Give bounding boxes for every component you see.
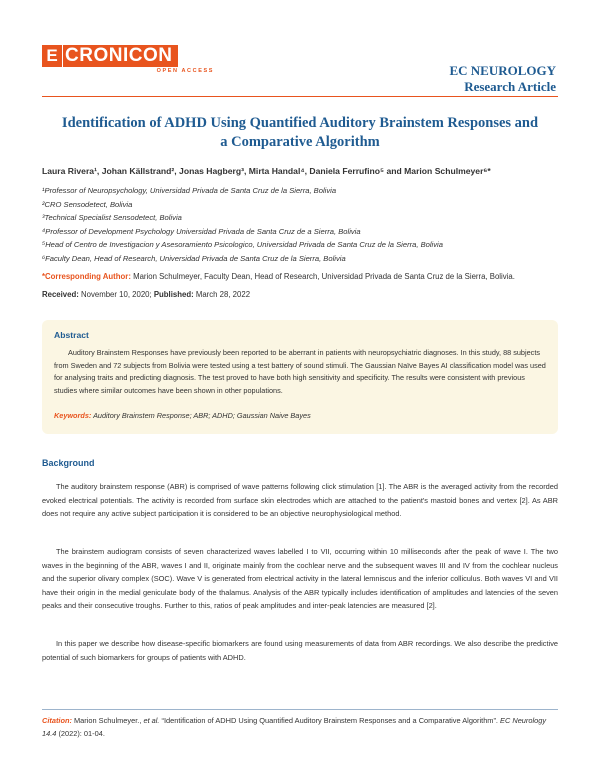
citation-rest: (2022): 01-04. [56, 729, 105, 738]
citation-etal: et al. [143, 716, 160, 725]
background-paragraph: The brainstem audiogram consists of seven characterized waves labelled I to VII, occurring within 10 milliseconds after the peak of wave I. The two waves in the beginning of the ABR, waves I and II, originate mainly from the cochlear nerve and the subsequent waves III and IV from the cochlear nucleus and the superior olivary complex (SOC). Wave V is generated from electrical activity in the lateral lemniscus and the inferior colliculus. Both waves VI and VII have their origin in the medial geniculate body of the thalamus. Analysis of the ABR typically includes identification of amplitudes and latencies of the seven peaks and their consecutive troughs. Further to this, ratios of peak amplitudes and inter-peak latencies are measured [2]. [42, 547, 558, 610]
affiliation-list [42, 184, 562, 265]
corresponding-author-label: *Corresponding Author: [42, 272, 131, 281]
published-label: Published: [153, 290, 194, 299]
affiliation-item: ⁵Head of Centro de Investigacion y Asesoramiento Psicologico, Universidad Privada de Santa Cruz de la Sierra, Bolivia [42, 240, 443, 249]
article-title: Identification of ADHD Using Quantified Auditory Brainstem Responses and a Comparative Algorithm [61, 115, 539, 150]
affiliation-item: ²CRO Sensodetect, Bolivia [42, 199, 133, 209]
corresponding-author [42, 272, 515, 281]
keywords [54, 411, 311, 420]
keywords-text: Auditory Brainstem Response; ABR; ADHD; Gaussian Naive Bayes [91, 411, 311, 420]
footer-rule [42, 709, 558, 710]
cronicon-logo[interactable] [42, 42, 214, 78]
citation-title: “Identification of ADHD Using Quantified Auditory Brainstem Responses and a Comparative Algorithm”. [159, 716, 501, 725]
abstract-text: Auditory Brainstem Responses have previously been reported to be aberrant in patients with neuropsychiatric diagnoses. In this study, 88 subjects from Sweden and 72 subjects from Bolivia were tested using a test battery of sound stimuli. The Gaussian Naïve Bayes AI classification model was used for analysing traits and predicting diagnosis. The test proved to have both high sensitivity and specificity. The results were consistent with previous studies where similar outcomes have been shown in other populations. [54, 348, 546, 395]
citation-author: Marion Schulmeyer., [71, 716, 144, 725]
author-list: Laura Rivera¹, Johan Källstrand², Jonas Hagberg³, Mirta Handal⁴, Daniela Ferrufino⁵ and Marion Schulmeyer⁶* [42, 166, 491, 176]
citation-journal: EC Neurology [500, 716, 547, 725]
affiliation-item: ¹Professor of Neuropsychology, Universidad Privada de Santa Cruz de la Sierra, Bolivia [42, 186, 337, 195]
abstract-heading: Abstract [54, 330, 89, 340]
background-paragraph: The auditory brainstem response (ABR) is comprised of wave patterns following click stimulation [1]. The ABR is the averaged activity from the recorded evoked electrical potentials. The activity is recorded from surface skin electrodes which are attached to the patient's mastoid bones and vertex [2]. As ABR does not require any active subject participation it is considered to be an objective neurophysiological method. [42, 482, 558, 518]
logo-subtitle: OPEN ACCESS [156, 68, 214, 74]
received-label: Received: [42, 290, 79, 299]
affiliation-item: ⁶Faculty Dean, Head of Research, Universidad Privada de Santa Cruz de la Sierra, Bolivia [42, 253, 346, 263]
affiliation-item: ⁴Professor of Development Psychology Universidad Privada de Santa Cruz de a Sierra, Bolivia [42, 226, 361, 236]
publication-dates [42, 290, 250, 299]
logo-text: CRONICON [63, 45, 178, 67]
corresponding-author-text: Marion Schulmeyer, Faculty Dean, Head of Research, Universidad Privada de Santa Cruz de la Sierra, Bolivia. [130, 272, 515, 281]
affiliation-item: ³Technical Specialist Sensodetect, Bolivia [42, 213, 182, 222]
received-date: November 10, 2020; [78, 290, 154, 299]
keywords-label: Keywords: [54, 411, 92, 420]
citation [42, 714, 558, 740]
citation-volume: 14.4 [42, 729, 57, 738]
logo-mark: E [42, 45, 62, 67]
article-type: Research Article [464, 79, 556, 94]
abstract-box [42, 320, 558, 434]
published-date: March 28, 2022 [193, 290, 251, 299]
journal-name: EC NEUROLOGY [449, 63, 556, 78]
background-heading: Background [42, 458, 95, 468]
background-paragraph: In this paper we describe how disease-specific biomarkers are found using measurements of data from ABR recordings. We also describe the predictive potential of such biomarkers for groups of patients with ADHD. [42, 639, 558, 662]
header-rule [42, 96, 558, 97]
citation-label: Citation: [42, 716, 72, 725]
